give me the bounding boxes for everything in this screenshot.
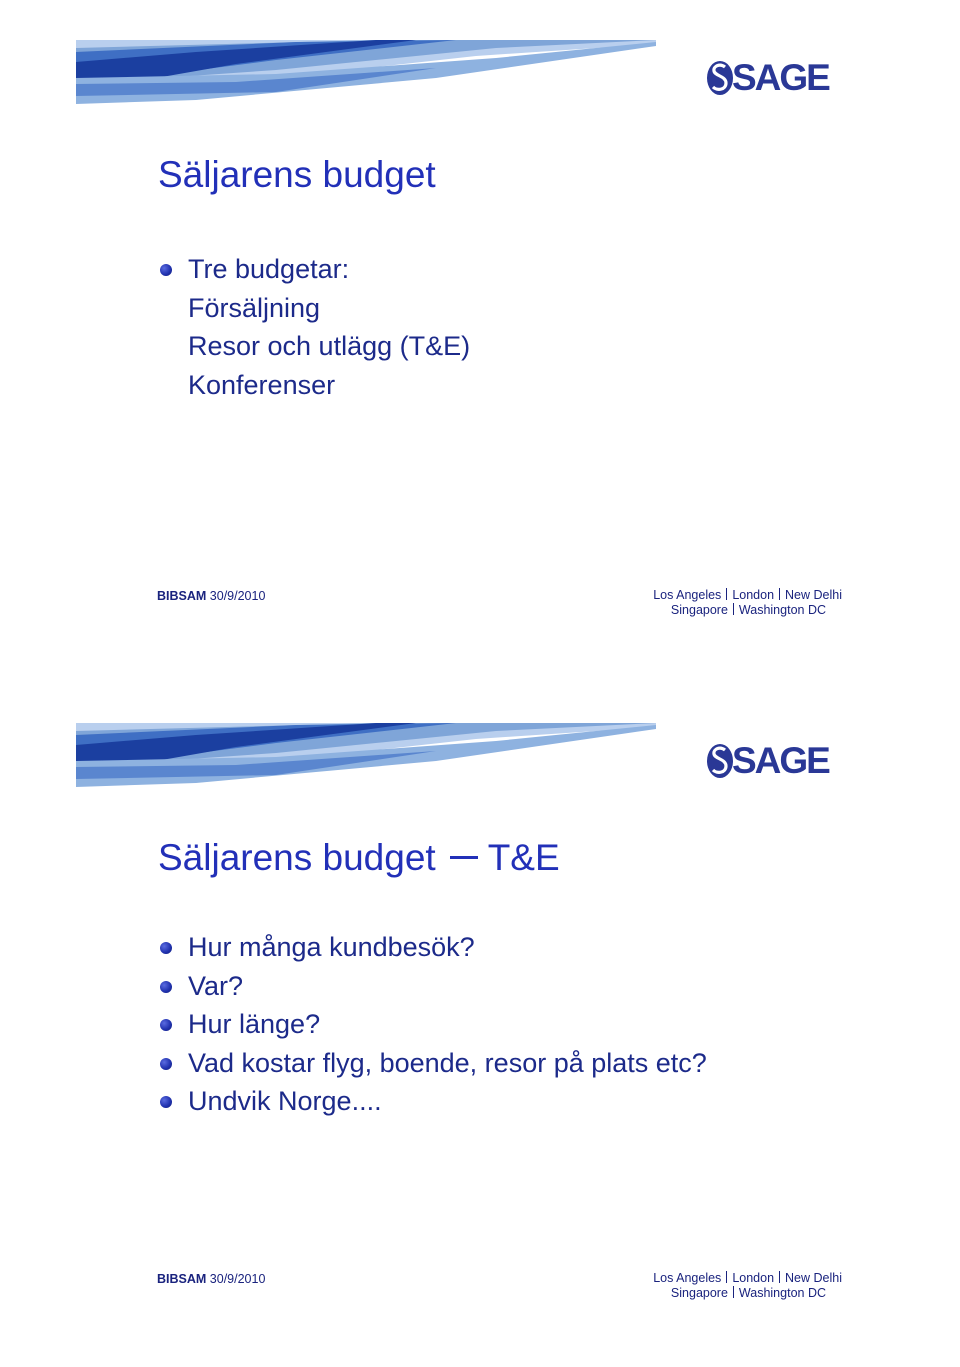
list-item <box>158 250 470 404</box>
city: Los Angeles <box>653 1271 722 1285</box>
city: New Delhi <box>785 588 842 602</box>
bullet-icon <box>160 1019 172 1031</box>
slide-title: Säljarens budget <box>158 154 436 195</box>
city: Washington DC <box>738 603 826 617</box>
bullet-icon <box>160 1058 172 1070</box>
sage-logo-text: SAGE <box>732 57 829 98</box>
footer-cities-row2 <box>653 1286 842 1301</box>
bullet-text: Tre budgetar: <box>188 254 350 284</box>
bullet-icon <box>160 264 172 276</box>
slide-title-main: Säljarens budget <box>158 837 436 878</box>
wave-banner-graphic <box>76 38 656 104</box>
city-separator <box>733 1286 734 1298</box>
footer-cities-row1 <box>653 1271 842 1285</box>
list-item <box>158 928 707 967</box>
list-item <box>158 1044 707 1083</box>
bullet-list <box>158 250 470 404</box>
list-item <box>158 1082 707 1121</box>
footer-event-date <box>157 589 265 603</box>
city: New Delhi <box>785 1271 842 1285</box>
city: Washington DC <box>738 1286 826 1300</box>
city-separator <box>726 1271 727 1283</box>
slide-1 <box>0 0 960 683</box>
bullet-text: Hur länge? <box>188 1009 321 1039</box>
bullet-text: Undvik Norge.... <box>188 1086 382 1116</box>
footer-cities-row2 <box>653 603 842 618</box>
footer-date: 30/9/2010 <box>209 589 266 603</box>
city-separator <box>779 588 780 600</box>
footer-cities <box>653 588 842 618</box>
bullet-icon <box>160 942 172 954</box>
sage-s-icon <box>706 58 734 98</box>
sub-item: Försäljning <box>188 292 321 323</box>
footer-cities <box>653 1271 842 1301</box>
sage-logo-text: SAGE <box>732 740 829 781</box>
bullet-list <box>158 928 707 1121</box>
list-item <box>158 967 707 1006</box>
footer-date: 30/9/2010 <box>209 1272 266 1286</box>
footer-event: BIBSAM <box>157 1272 207 1286</box>
city: Los Angeles <box>653 588 722 602</box>
city: London <box>732 588 775 602</box>
list-item <box>158 1005 707 1044</box>
sub-item: Konferenser <box>188 369 336 400</box>
bullet-text: Hur många kundbesök? <box>188 932 475 962</box>
sage-s-icon <box>706 741 734 781</box>
slide-title <box>158 837 560 879</box>
city: Singapore <box>670 603 728 617</box>
sage-logo <box>706 58 838 98</box>
footer-event-date <box>157 1272 265 1286</box>
city: Singapore <box>670 1286 728 1300</box>
sage-logo <box>706 741 838 781</box>
bullet-text: Vad kostar flyg, boende, resor på plats etc? <box>188 1047 707 1078</box>
wave-banner-graphic <box>76 721 656 787</box>
city: London <box>732 1271 775 1285</box>
bullet-icon <box>160 1096 172 1108</box>
slide-2 <box>0 683 960 1366</box>
slide-title-suffix: T&E <box>487 837 560 878</box>
title-dash <box>450 856 478 859</box>
bullet-icon <box>160 981 172 993</box>
city-separator <box>779 1271 780 1283</box>
city-separator <box>726 588 727 600</box>
sub-item: Resor och utlägg (T&E) <box>188 331 471 361</box>
bullet-text: Var? <box>188 970 244 1001</box>
footer-event: BIBSAM <box>157 589 207 603</box>
footer-cities-row1 <box>653 588 842 602</box>
city-separator <box>733 603 734 615</box>
